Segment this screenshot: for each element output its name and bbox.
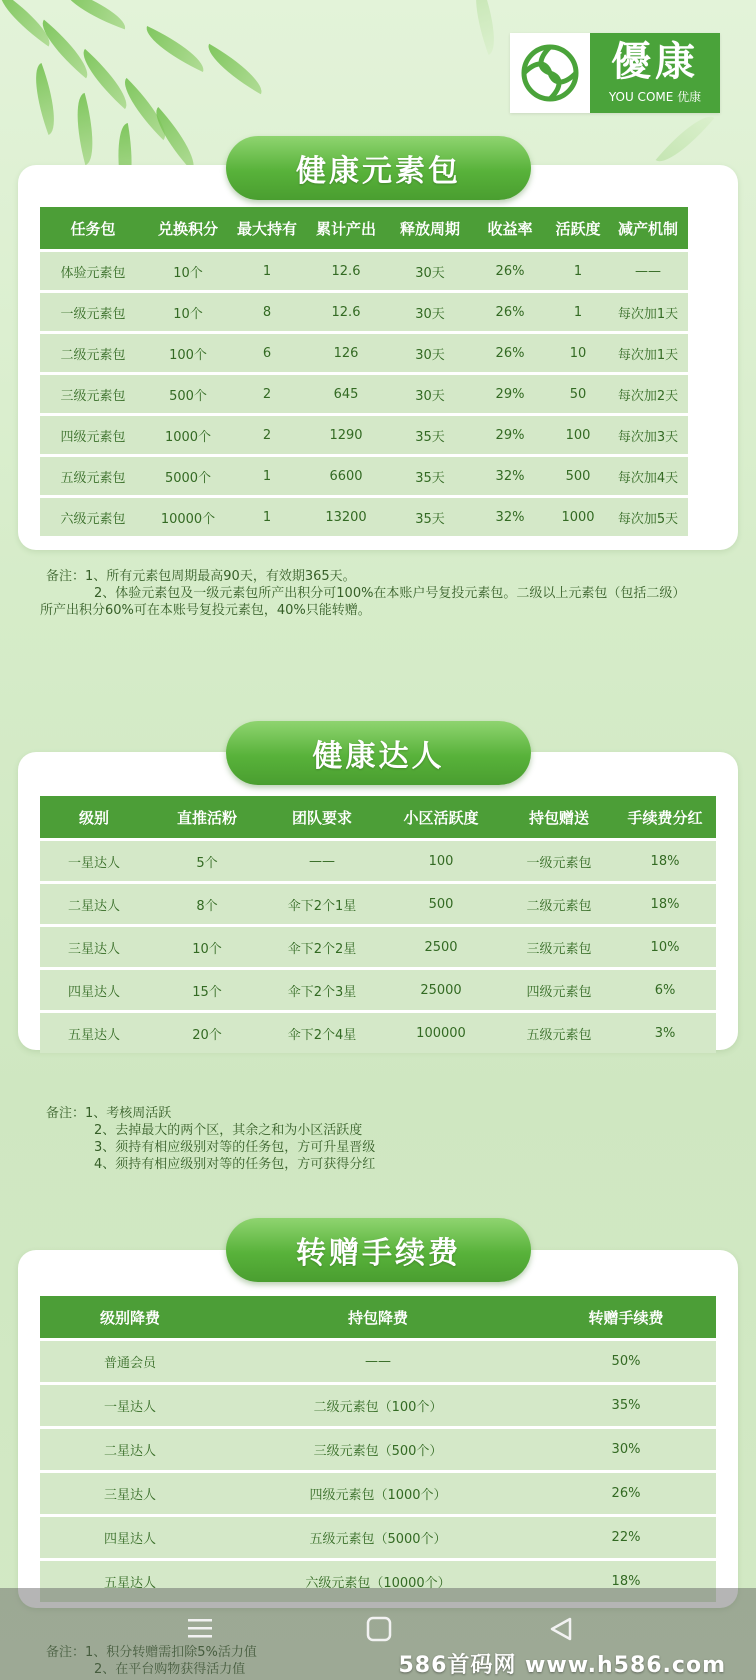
table-cell: 50%	[536, 1338, 716, 1382]
note-line: 所产出积分60%可在本账号复投元素包，40%只能转赠。	[40, 603, 371, 618]
table-cell: 三级元素包	[504, 924, 614, 967]
table-cell: 二级元素包	[40, 331, 146, 372]
table-cell: 2	[230, 372, 304, 413]
table-row	[40, 495, 688, 536]
table-cell: 1	[548, 249, 608, 290]
table-cell: 1	[230, 454, 304, 495]
table-cell: 四星达人	[40, 1514, 220, 1558]
brand-logo	[510, 33, 720, 113]
table-cell: 35%	[536, 1382, 716, 1426]
table-cell: 26%	[472, 249, 548, 290]
table-cell: 六级元素包	[40, 495, 146, 536]
table-row	[40, 924, 716, 967]
table-cell: 645	[304, 372, 388, 413]
table-cell: 10%	[614, 924, 716, 967]
table-cell: 22%	[536, 1514, 716, 1558]
table-row	[40, 967, 716, 1010]
transfer-fee-table	[40, 1296, 716, 1602]
table-cell: 100	[548, 413, 608, 454]
table-cell: 5个	[148, 838, 266, 881]
table-cell: 18%	[536, 1558, 716, 1602]
note-line: 2、体验元素包及一级元素包所产出积分可100%在本账户号复投元素包。二级以上元素包（包括二级）	[94, 586, 686, 601]
table-cell: 每次加1天	[608, 331, 688, 372]
col-header: 级别降费	[40, 1296, 220, 1338]
table-cell: 一星达人	[40, 1382, 220, 1426]
col-header: 累计产出	[304, 207, 388, 249]
col-header: 减产机制	[608, 207, 688, 249]
table-cell: 伞下2个2星	[266, 924, 378, 967]
table-cell: 29%	[472, 372, 548, 413]
back-triangle-icon	[548, 1616, 574, 1642]
table-cell: 1000个	[146, 413, 230, 454]
table-cell: 15个	[148, 967, 266, 1010]
table-row	[40, 249, 688, 290]
table-cell: ——	[608, 249, 688, 290]
table-cell: 三星达人	[40, 1470, 220, 1514]
table-cell: 25000	[378, 967, 504, 1010]
table-cell: 32%	[472, 495, 548, 536]
table-cell: 四级元素包	[504, 967, 614, 1010]
col-header: 收益率	[472, 207, 548, 249]
table-cell: 每次加3天	[608, 413, 688, 454]
logo-name-cn: 優康	[611, 38, 699, 85]
table-cell: 12.6	[304, 249, 388, 290]
table-cell: 六级元素包（10000个）	[220, 1558, 536, 1602]
table-cell: 三星达人	[40, 924, 148, 967]
table-cell: 30天	[388, 331, 472, 372]
note-line: 3、须持有相应级别对等的任务包，方可升星晋级	[94, 1140, 376, 1155]
table-cell: 1290	[304, 413, 388, 454]
col-header: 最大持有	[230, 207, 304, 249]
note-line: 2、在平台购物获得活力值	[94, 1662, 246, 1677]
col-header: 转赠手续费	[536, 1296, 716, 1338]
table-cell: 5000个	[146, 454, 230, 495]
col-header: 持包降费	[220, 1296, 536, 1338]
table-cell: 二级元素包	[504, 881, 614, 924]
table-cell: 四级元素包	[40, 413, 146, 454]
table-cell: 26%	[472, 290, 548, 331]
back-button[interactable]	[548, 1616, 574, 1646]
table-header-row	[40, 1296, 716, 1338]
table-cell: 126	[304, 331, 388, 372]
table-cell: 10个	[146, 290, 230, 331]
table-cell: 二级元素包（100个）	[220, 1382, 536, 1426]
col-header: 持包赠送	[504, 796, 614, 838]
table-cell: 30%	[536, 1426, 716, 1470]
table-cell: 伞下2个3星	[266, 967, 378, 1010]
element-pack-card	[18, 165, 738, 550]
table-cell: 30天	[388, 372, 472, 413]
logo-wordmark	[590, 33, 720, 113]
table-row	[40, 1514, 716, 1558]
table-cell: 30天	[388, 249, 472, 290]
table-cell: 三级元素包	[40, 372, 146, 413]
note-line: 备注：1、积分转赠需扣除5%活力值	[46, 1645, 257, 1660]
table-cell: 100	[378, 838, 504, 881]
table-row	[40, 838, 716, 881]
table-cell: 500	[378, 881, 504, 924]
col-header: 兑换积分	[146, 207, 230, 249]
col-header: 任务包	[40, 207, 146, 249]
table-cell: 26%	[472, 331, 548, 372]
table-cell: 10个	[146, 249, 230, 290]
table-row	[40, 372, 688, 413]
table-cell: 每次加1天	[608, 290, 688, 331]
section-title-element-pack: 健康元素包	[226, 136, 531, 200]
table-cell: 12.6	[304, 290, 388, 331]
table-cell: 500个	[146, 372, 230, 413]
table-row	[40, 1010, 716, 1053]
table-cell: 伞下2个4星	[266, 1010, 378, 1053]
logo-emblem-icon	[510, 33, 590, 113]
table-cell: 13200	[304, 495, 388, 536]
table-row	[40, 454, 688, 495]
table-cell: 6	[230, 331, 304, 372]
table-row	[40, 290, 688, 331]
table-cell: 8	[230, 290, 304, 331]
table-cell: 五级元素包	[504, 1010, 614, 1053]
table-cell: 35天	[388, 454, 472, 495]
table-cell: 50	[548, 372, 608, 413]
logo-name-en: YOU COME 优康	[608, 89, 702, 104]
table-cell: 500	[548, 454, 608, 495]
table-row	[40, 331, 688, 372]
table-cell: 普通会员	[40, 1338, 220, 1382]
home-button[interactable]	[366, 1616, 392, 1646]
table-cell: 29%	[472, 413, 548, 454]
col-header: 释放周期	[388, 207, 472, 249]
col-header: 小区活跃度	[378, 796, 504, 838]
table-row	[40, 1382, 716, 1426]
table-cell: 四星达人	[40, 967, 148, 1010]
health-expert-notes	[46, 1105, 375, 1173]
table-row	[40, 881, 716, 924]
table-cell: 32%	[472, 454, 548, 495]
table-cell: 20个	[148, 1010, 266, 1053]
table-cell: 26%	[536, 1470, 716, 1514]
table-cell: 10000个	[146, 495, 230, 536]
table-cell: 100个	[146, 331, 230, 372]
table-cell: 18%	[614, 881, 716, 924]
table-cell: ——	[266, 838, 378, 881]
table-cell: 一级元素包	[504, 838, 614, 881]
table-cell: 35天	[388, 495, 472, 536]
table-cell: 四级元素包（1000个）	[220, 1470, 536, 1514]
table-cell: 五星达人	[40, 1558, 220, 1602]
table-cell: 1	[230, 495, 304, 536]
note-line: 备注：1、所有元素包周期最高90天，有效期365天。	[46, 569, 356, 584]
table-cell: 100000	[378, 1010, 504, 1053]
transfer-fee-card	[18, 1250, 738, 1608]
table-cell: 五星达人	[40, 1010, 148, 1053]
table-cell: 2500	[378, 924, 504, 967]
table-cell: 2	[230, 413, 304, 454]
table-row	[40, 1426, 716, 1470]
table-row	[40, 1470, 716, 1514]
table-row	[40, 413, 688, 454]
health-expert-card	[18, 752, 738, 1050]
col-header: 活跃度	[548, 207, 608, 249]
col-header: 级别	[40, 796, 148, 838]
table-cell: ——	[220, 1338, 536, 1382]
section-title-health-expert: 健康达人	[226, 721, 531, 785]
table-cell: 1	[548, 290, 608, 331]
element-pack-notes	[40, 568, 686, 619]
table-cell: 1	[230, 249, 304, 290]
note-line: 备注：1、考核周活跃	[46, 1106, 172, 1121]
recent-apps-button[interactable]	[186, 1616, 214, 1644]
table-cell: 6600	[304, 454, 388, 495]
home-square-icon	[366, 1616, 392, 1642]
table-cell: 每次加2天	[608, 372, 688, 413]
table-cell: 五级元素包	[40, 454, 146, 495]
element-pack-table	[40, 207, 688, 536]
table-cell: 三级元素包（500个）	[220, 1426, 536, 1470]
col-header: 直推活粉	[148, 796, 266, 838]
table-cell: 30天	[388, 290, 472, 331]
table-cell: 18%	[614, 838, 716, 881]
table-cell: 五级元素包（5000个）	[220, 1514, 536, 1558]
section-title-transfer-fee: 转赠手续费	[226, 1218, 531, 1282]
table-cell: 每次加4天	[608, 454, 688, 495]
table-cell: 二星达人	[40, 1426, 220, 1470]
table-cell: 1000	[548, 495, 608, 536]
note-line: 2、去掉最大的两个区，其余之和为小区活跃度	[94, 1123, 363, 1138]
table-cell: 一星达人	[40, 838, 148, 881]
note-line: 4、须持有相应级别对等的任务包，方可获得分红	[94, 1157, 376, 1172]
table-cell: 6%	[614, 967, 716, 1010]
col-header: 团队要求	[266, 796, 378, 838]
health-expert-table	[40, 796, 716, 1053]
table-header-row	[40, 796, 716, 838]
table-header-row	[40, 207, 688, 249]
table-cell: 二星达人	[40, 881, 148, 924]
col-header: 手续费分红	[614, 796, 716, 838]
table-cell: 伞下2个1星	[266, 881, 378, 924]
table-cell: 每次加5天	[608, 495, 688, 536]
table-cell: 体验元素包	[40, 249, 146, 290]
table-cell: 35天	[388, 413, 472, 454]
table-cell: 8个	[148, 881, 266, 924]
site-watermark: 586首码网 www.h586.com	[398, 1653, 726, 1678]
table-cell: 10	[548, 331, 608, 372]
table-cell: 10个	[148, 924, 266, 967]
table-cell: 一级元素包	[40, 290, 146, 331]
menu-icon	[186, 1616, 214, 1640]
table-cell: 3%	[614, 1010, 716, 1053]
table-row	[40, 1338, 716, 1382]
